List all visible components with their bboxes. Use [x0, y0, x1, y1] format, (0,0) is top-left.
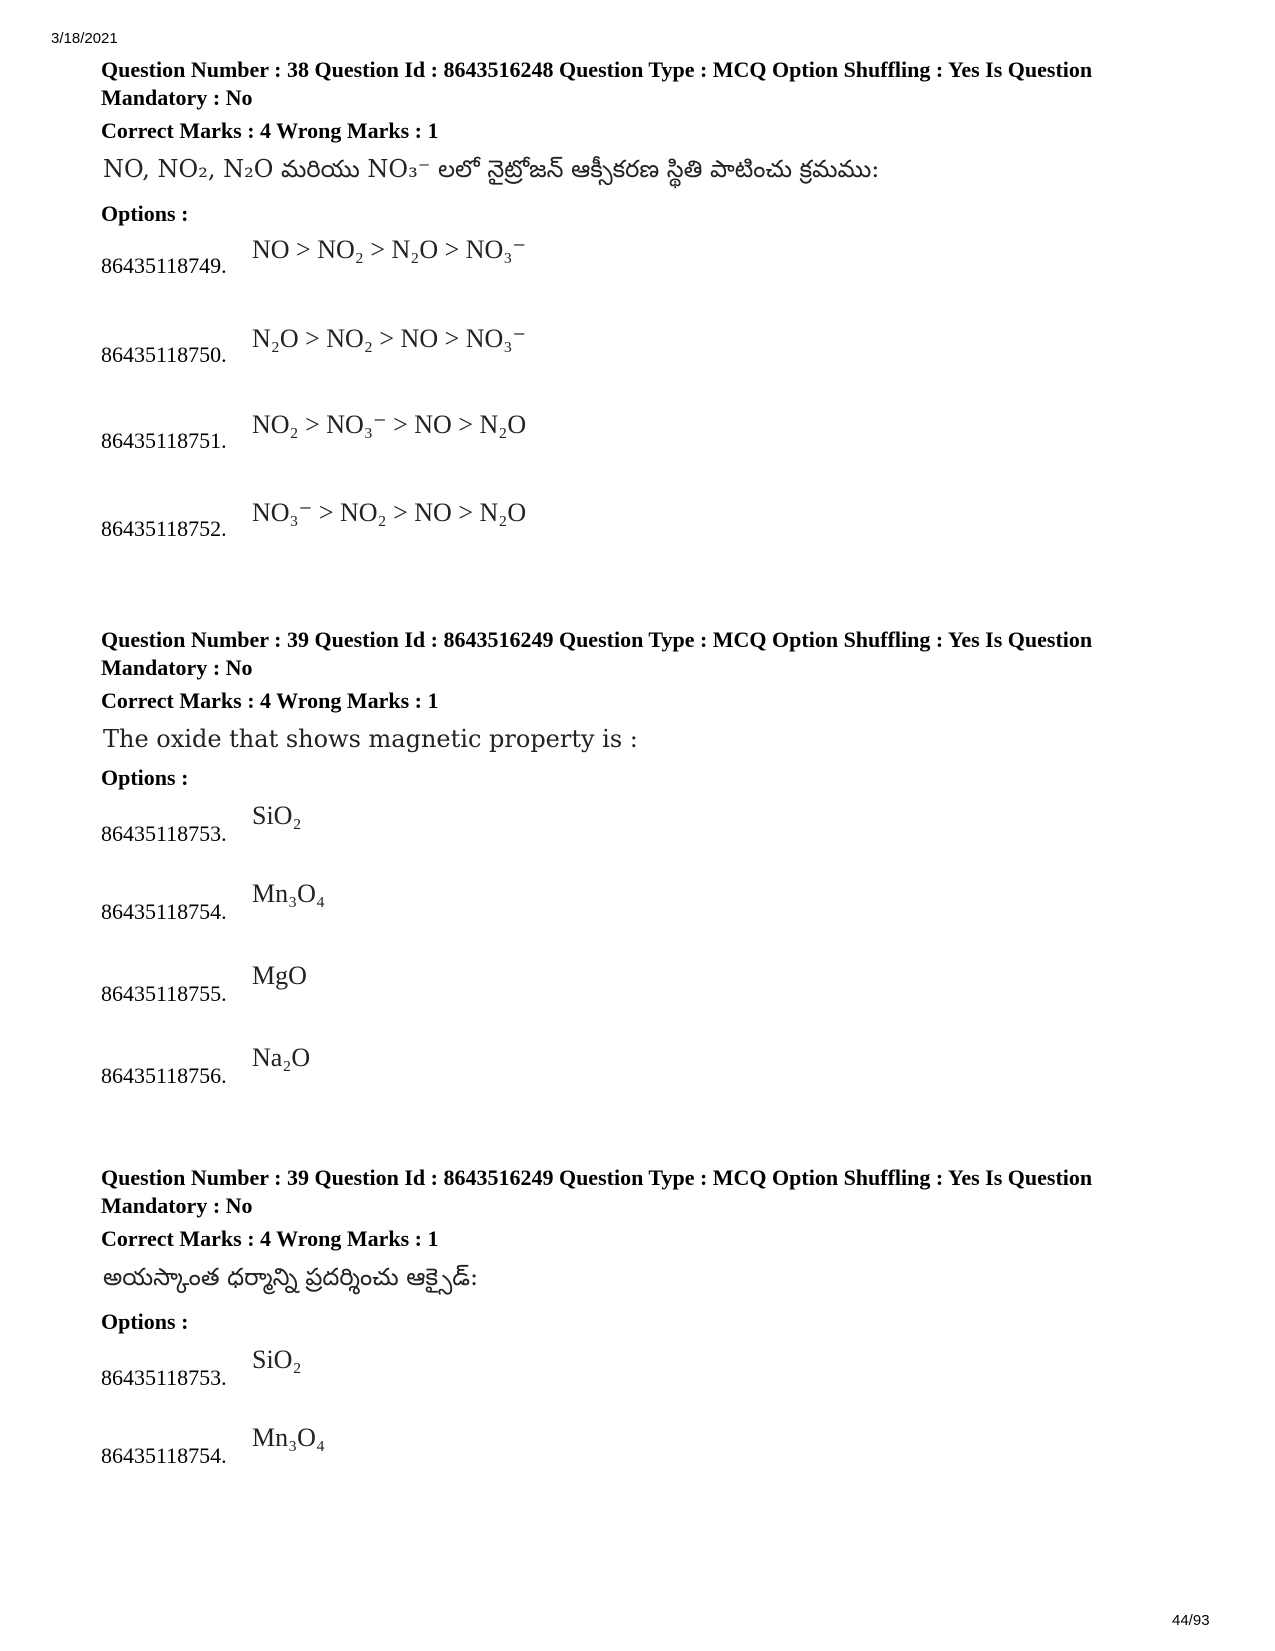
- question-marks: Correct Marks : 4 Wrong Marks : 1: [101, 688, 439, 713]
- option-item: [101, 406, 1151, 494]
- question-block: [101, 626, 1151, 1119]
- option-id: 86435118751.: [101, 428, 227, 453]
- option-id: 86435118749.: [101, 253, 227, 278]
- question-marks: Correct Marks : 4 Wrong Marks : 1: [101, 118, 439, 143]
- option-formula: SiO₂: [252, 801, 302, 830]
- option-formula: SiO₂: [252, 1345, 302, 1374]
- question-text: అయస్కాంత ధర్మాన్ని ప్రదర్శించు ఆక్సైడ్:: [103, 1263, 479, 1291]
- option-item: [101, 320, 1151, 406]
- option-item: [101, 1037, 1151, 1119]
- question-text: The oxide that shows magnetic property is :: [103, 725, 638, 753]
- option-formula: NO₂ > NO₃⁻ > NO > N₂O: [252, 410, 527, 439]
- options-label: Options :: [101, 201, 189, 226]
- option-formula: N₂O > NO₂ > NO > NO₃⁻: [252, 324, 527, 353]
- option-formula: MgO: [252, 961, 307, 990]
- question-header: Question Number : 38 Question Id : 8643516248 Question Type : MCQ Option Shuffling : Yes Is Question Mandatory : No: [101, 57, 1093, 110]
- option-item: [101, 1337, 1151, 1417]
- option-id: 86435118750.: [101, 342, 227, 367]
- option-id: 86435118752.: [101, 516, 227, 541]
- question-header: Question Number : 39 Question Id : 8643516249 Question Type : MCQ Option Shuffling : Yes Is Question Mandatory : No: [101, 1165, 1093, 1218]
- page-number: 44/93: [1172, 1612, 1210, 1629]
- options-label: Options :: [101, 1309, 189, 1334]
- option-formula: NO > NO₂ > N₂O > NO₃⁻: [252, 235, 527, 264]
- option-id: 86435118756.: [101, 1063, 227, 1088]
- option-id: 86435118753.: [101, 821, 227, 846]
- option-item: [101, 873, 1151, 955]
- option-formula: Mn₃O₄: [252, 879, 326, 908]
- option-formula: Na₂O: [252, 1043, 311, 1072]
- option-item: [101, 229, 1151, 320]
- option-formula: Mn₃O₄: [252, 1423, 326, 1452]
- print-date: 3/18/2021: [51, 30, 118, 47]
- option-item: [101, 955, 1151, 1037]
- option-id: 86435118754.: [101, 899, 227, 924]
- option-item: [101, 793, 1151, 873]
- option-id: 86435118754.: [101, 1443, 227, 1468]
- option-id: 86435118755.: [101, 981, 227, 1006]
- options-label: Options :: [101, 765, 189, 790]
- option-id: 86435118753.: [101, 1365, 227, 1390]
- option-formula: NO₃⁻ > NO₂ > NO > N₂O: [252, 498, 527, 527]
- question-block: [101, 1164, 1151, 1499]
- question-block: [101, 56, 1151, 582]
- question-marks: Correct Marks : 4 Wrong Marks : 1: [101, 1226, 439, 1251]
- option-item: [101, 1417, 1151, 1499]
- question-text: NO, NO₂, N₂O మరియు NO₃⁻ లలో నైట్రోజన్ ఆక్సీకరణ స్థితి పాటించు క్రమము:: [103, 155, 880, 183]
- question-header: Question Number : 39 Question Id : 8643516249 Question Type : MCQ Option Shuffling : Yes Is Question Mandatory : No: [101, 627, 1093, 680]
- option-item: [101, 494, 1151, 582]
